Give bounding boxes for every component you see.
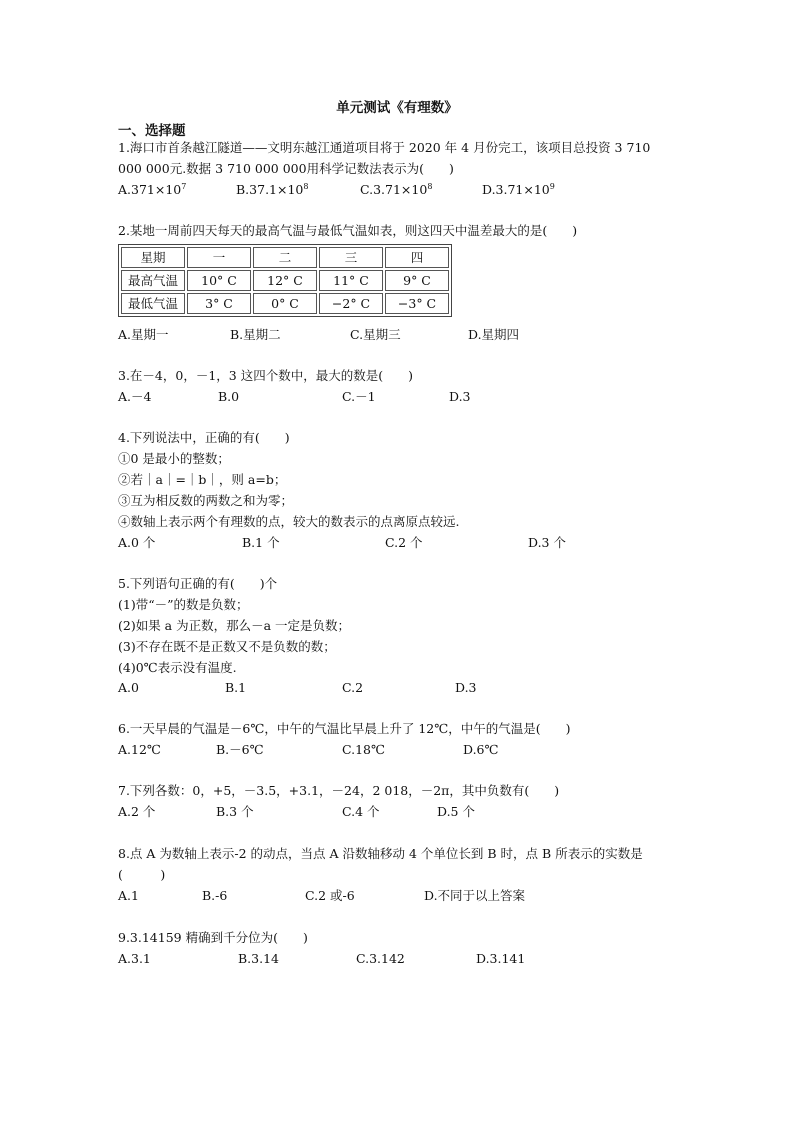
table-cell: 二 bbox=[253, 247, 317, 268]
question-9-options bbox=[118, 951, 678, 967]
question-6-options bbox=[118, 742, 678, 758]
table-row bbox=[121, 293, 449, 314]
question-7-text: 7.下列各数：0，+5，－3.5，+3.1，－24，2 018，－2π，其中负数有( ) bbox=[118, 783, 560, 798]
table-cell: 四 bbox=[385, 247, 449, 268]
question-5-option-b: B.1 bbox=[225, 680, 247, 695]
question-2-option-c: C.星期三 bbox=[350, 327, 401, 342]
question-3-option-c: C.－1 bbox=[342, 389, 376, 404]
question-1-option-b: $B.37.1\times 10^8$ bbox=[236, 182, 309, 197]
question-1-text-line-2: 000 000元.数据 3 710 000 000用科学记数法表示为( ) bbox=[118, 161, 454, 176]
question-1-text-line-1: 1.海口市首条越江隧道——文明东越江通道项目将于 2020 年 4 月份完工，该项目总投资 3 710 bbox=[118, 140, 651, 155]
question-7-option-d: D.5 个 bbox=[437, 804, 475, 819]
question-4-option-d: D.3 个 bbox=[528, 535, 566, 550]
question-1-options bbox=[118, 182, 678, 198]
question-5-option-c: C.2 bbox=[342, 680, 364, 695]
question-9-text: 9.3.14159 精确到千分位为( ) bbox=[118, 930, 308, 945]
question-6-text: 6.一天早晨的气温是－6℃，中午的气温比早晨上升了 12℃，中午的气温是( ) bbox=[118, 721, 571, 736]
question-9-option-a: A.3.1 bbox=[118, 951, 151, 966]
table-cell: 3° C bbox=[187, 293, 251, 314]
question-3-option-a: A.－4 bbox=[118, 389, 152, 404]
question-7-option-a: A.2 个 bbox=[118, 804, 156, 819]
question-4-statement-2: ②若｜a｜=｜b｜，则 a=b； bbox=[118, 472, 287, 487]
question-3-option-d: D.3 bbox=[449, 389, 471, 404]
question-9-option-d: D.3.141 bbox=[476, 951, 526, 966]
question-7-options bbox=[118, 804, 678, 820]
question-9-option-c: C.3.142 bbox=[356, 951, 405, 966]
table-cell: 11° C bbox=[319, 270, 383, 291]
table-cell: 最高气温 bbox=[121, 270, 185, 291]
question-3-text: 3.在－4，0，－1，3 这四个数中，最大的数是( ) bbox=[118, 368, 413, 383]
question-1-option-a: $A.371\times 10^7$ bbox=[118, 182, 187, 197]
question-4-statement-3: ③互为相反数的两数之和为零； bbox=[118, 493, 294, 508]
question-8-text-line-1: 8.点 A 为数轴上表示-2 的动点，当点 A 沿数轴移动 4 个单位长到 B 时，点 B 所表示的实数是 bbox=[118, 846, 643, 861]
question-5-options bbox=[118, 680, 678, 696]
question-3-option-b: B.0 bbox=[218, 389, 240, 404]
table-cell: −3° C bbox=[385, 293, 449, 314]
question-1-option-d: $D.3.71\times 10^9$ bbox=[482, 182, 555, 197]
table-cell: 最低气温 bbox=[121, 293, 185, 314]
question-8-option-d: D.不同于以上答案 bbox=[424, 888, 526, 903]
question-9-option-b: B.3.14 bbox=[238, 951, 279, 966]
table-cell: 12° C bbox=[253, 270, 317, 291]
table-header-row bbox=[121, 247, 449, 268]
question-4-options bbox=[118, 535, 678, 551]
question-8-option-c: C.2 或-6 bbox=[305, 888, 355, 903]
temperature-table bbox=[118, 244, 452, 317]
question-6-option-a: A.12℃ bbox=[118, 742, 161, 757]
question-5-statement-3: (3)不存在既不是正数又不是负数的数； bbox=[118, 639, 336, 654]
table-cell: 9° C bbox=[385, 270, 449, 291]
question-4-option-c: C.2 个 bbox=[385, 535, 423, 550]
question-2-text: 2.某地一周前四天每天的最高气温与最低气温如表，则这四天中温差最大的是( ) bbox=[118, 223, 578, 238]
question-4-statement-1: ①0 是最小的整数； bbox=[118, 451, 230, 466]
table-cell: 一 bbox=[187, 247, 251, 268]
question-8-option-b: B.-6 bbox=[202, 888, 228, 903]
table-cell: 三 bbox=[319, 247, 383, 268]
table-cell: −2° C bbox=[319, 293, 383, 314]
question-5-text: 5.下列语句正确的有( )个 bbox=[118, 576, 278, 591]
question-4-option-a: A.0 个 bbox=[118, 535, 156, 550]
question-8-option-a: A.1 bbox=[118, 888, 139, 903]
page-title: 单元测试《有理数》 bbox=[336, 100, 458, 116]
question-2-option-d: D.星期四 bbox=[468, 327, 520, 342]
question-6-option-c: C.18℃ bbox=[342, 742, 385, 757]
section-heading: 一、选择题 bbox=[118, 123, 186, 139]
question-5-option-a: A.0 bbox=[118, 680, 139, 695]
question-2-option-a: A.星期一 bbox=[118, 327, 169, 342]
question-7-option-c: C.4 个 bbox=[342, 804, 380, 819]
question-4-text: 4.下列说法中，正确的有( ) bbox=[118, 430, 290, 445]
question-5-option-d: D.3 bbox=[455, 680, 477, 695]
question-6-option-b: B.－6℃ bbox=[216, 742, 264, 757]
table-cell: 10° C bbox=[187, 270, 251, 291]
table-cell: 星期 bbox=[121, 247, 185, 268]
question-7-option-b: B.3 个 bbox=[216, 804, 254, 819]
question-8-options bbox=[118, 888, 678, 904]
question-6-option-d: D.6℃ bbox=[463, 742, 499, 757]
question-1-option-c: $C.3.71\times 10^8$ bbox=[360, 182, 433, 197]
table-row bbox=[121, 270, 449, 291]
table-cell: 0° C bbox=[253, 293, 317, 314]
question-2-options bbox=[118, 327, 678, 343]
question-5-statement-4: (4)0℃表示没有温度. bbox=[118, 660, 237, 675]
question-4-option-b: B.1 个 bbox=[242, 535, 280, 550]
question-2-option-b: B.星期二 bbox=[230, 327, 281, 342]
question-8-text-line-2: ( ) bbox=[118, 867, 166, 882]
question-4-statement-4: ④数轴上表示两个有理数的点，较大的数表示的点离原点较远. bbox=[118, 514, 460, 529]
question-5-statement-2: (2)如果 a 为正数，那么－a 一定是负数； bbox=[118, 618, 351, 633]
question-5-statement-1: (1)带“－”的数是负数； bbox=[118, 597, 249, 612]
question-3-options bbox=[118, 389, 678, 405]
